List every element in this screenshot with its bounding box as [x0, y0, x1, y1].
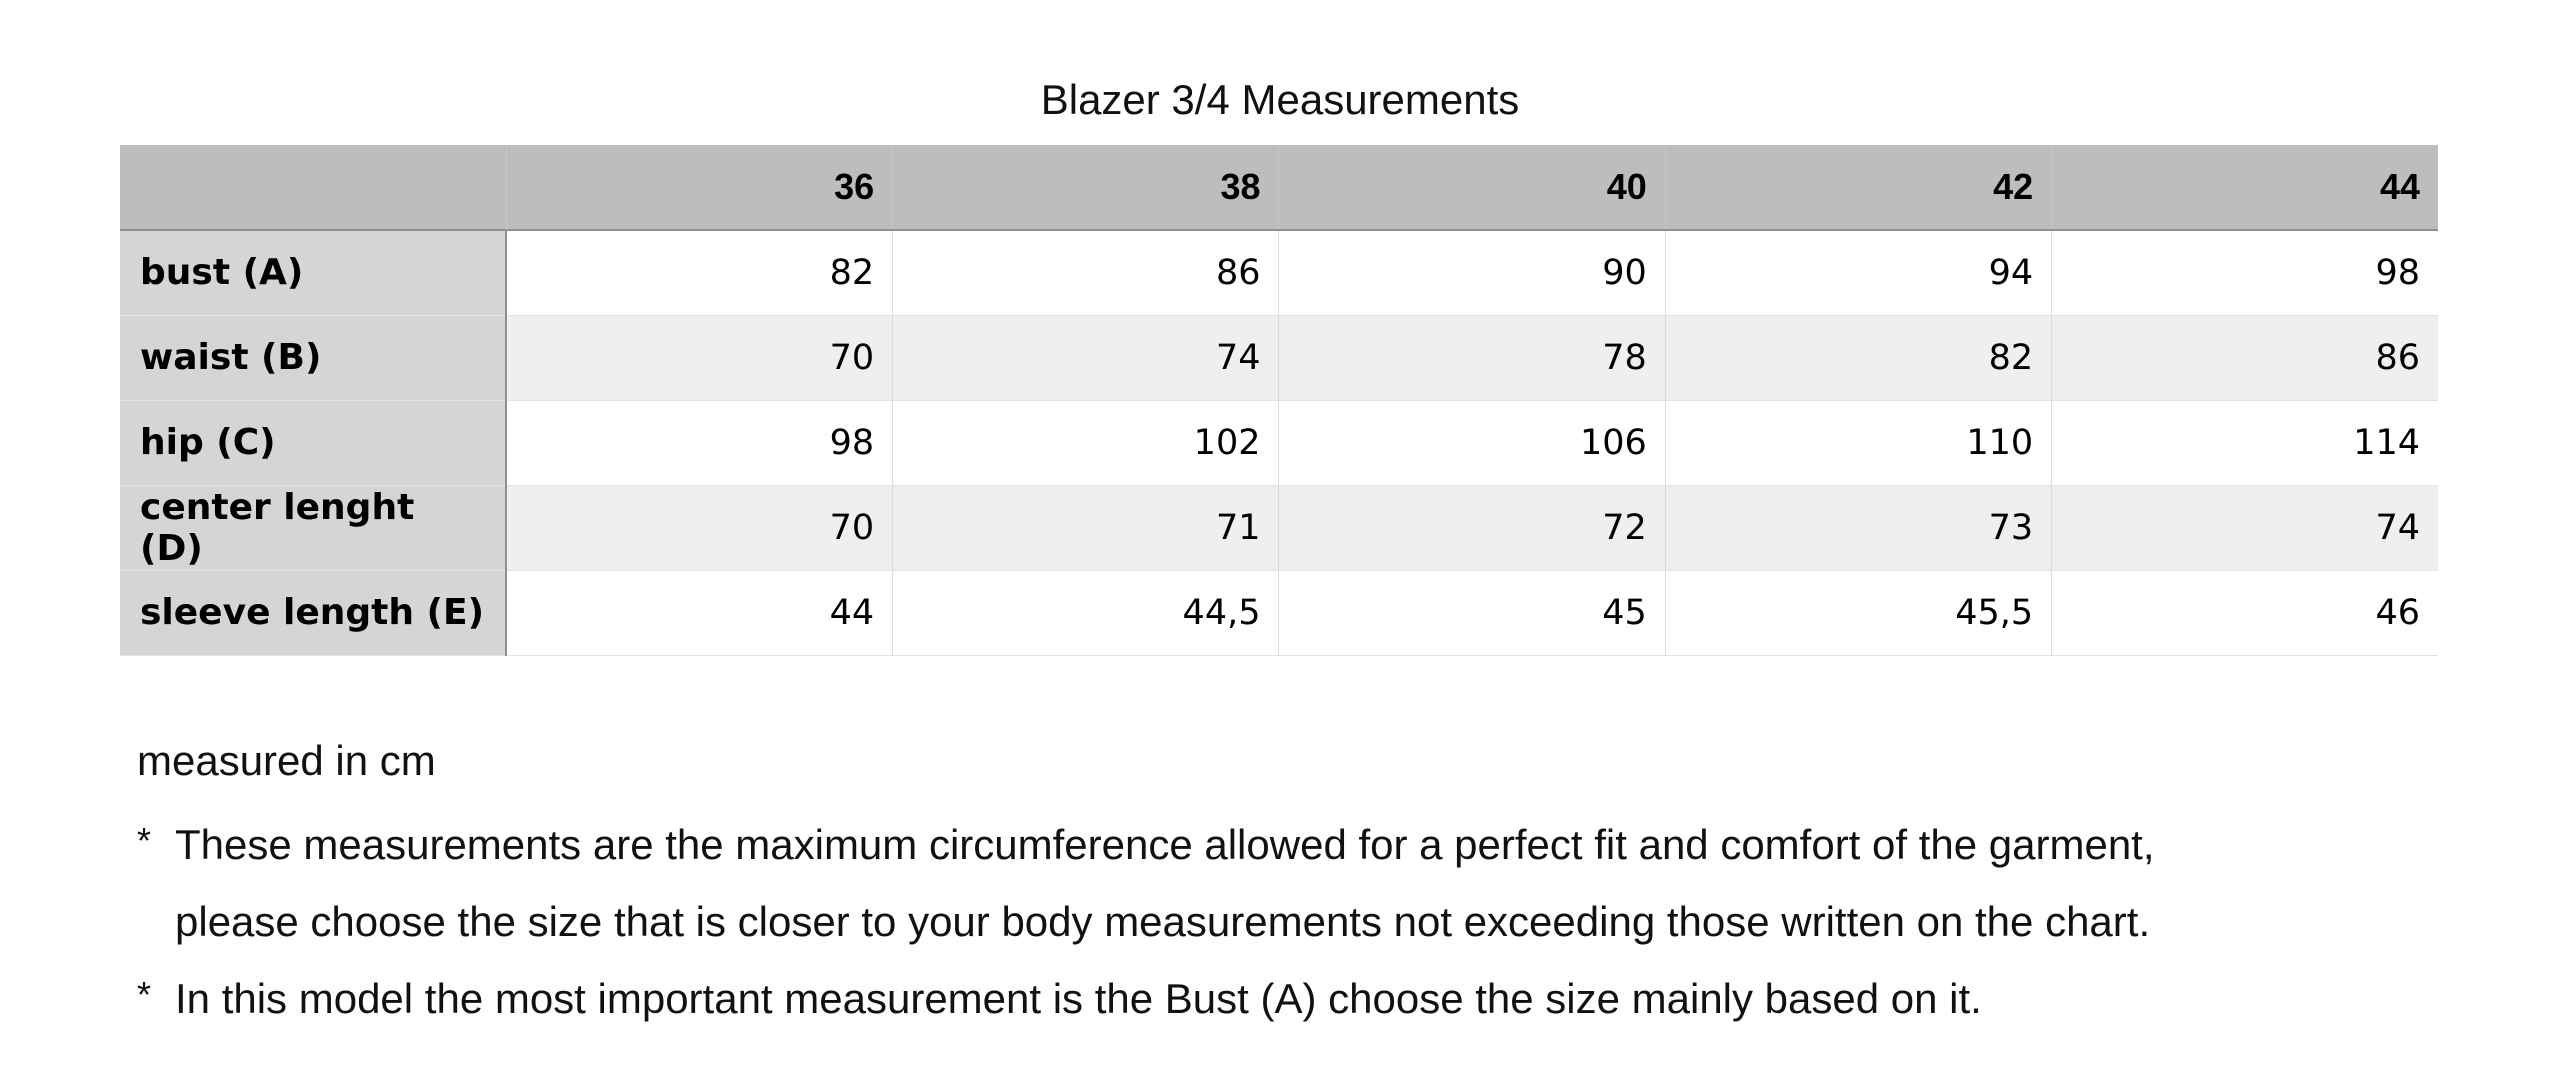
size-header-36: 36 [506, 145, 892, 230]
table-cell: 102 [893, 400, 1279, 485]
table-cell: 72 [1279, 485, 1665, 570]
size-header-38: 38 [893, 145, 1279, 230]
table-cell: 74 [2052, 485, 2438, 570]
notes-section [137, 732, 2497, 1037]
note-item-1-line-2 [137, 883, 2497, 960]
size-header-44: 44 [2052, 145, 2438, 230]
row-label-sleeve-length: sleeve length (E) [120, 570, 506, 655]
row-label-center-length: center lenght (D) [120, 485, 506, 570]
table-cell: 44,5 [893, 570, 1279, 655]
note-text: In this model the most important measurement is the Bust (A) choose the size mainly based on it. [175, 975, 1982, 1022]
header-corner-cell [120, 145, 506, 230]
table-cell: 71 [893, 485, 1279, 570]
table-cell: 73 [1665, 485, 2051, 570]
row-label-bust: bust (A) [120, 230, 506, 315]
table-cell: 86 [2052, 315, 2438, 400]
table-row-sleeve-length [120, 570, 2438, 655]
row-label-hip: hip (C) [120, 400, 506, 485]
table-cell: 114 [2052, 400, 2438, 485]
table-cell: 70 [506, 485, 892, 570]
table-cell: 45 [1279, 570, 1665, 655]
size-header-row [120, 145, 2438, 230]
table-cell: 94 [1665, 230, 2051, 315]
table-cell: 44 [506, 570, 892, 655]
table-cell: 90 [1279, 230, 1665, 315]
size-header-42: 42 [1665, 145, 2051, 230]
note-text: please choose the size that is closer to your body measurements not exceeding those written on the chart. [175, 898, 2151, 945]
table-cell: 45,5 [1665, 570, 2051, 655]
page-title: Blazer 3/4 Measurements [1040, 76, 1520, 123]
table-cell: 82 [1665, 315, 2051, 400]
table-cell: 110 [1665, 400, 2051, 485]
table-cell: 98 [506, 400, 892, 485]
table-cell: 70 [506, 315, 892, 400]
table-cell: 106 [1279, 400, 1665, 485]
table-cell: 78 [1279, 315, 1665, 400]
note-text: These measurements are the maximum circumference allowed for a perfect fit and comfort of the garment, [175, 821, 2155, 868]
table-cell: 74 [893, 315, 1279, 400]
unit-note: measured in cm [137, 737, 436, 784]
table-cell: 46 [2052, 570, 2438, 655]
asterisk-icon: * [137, 974, 152, 1015]
table-row-center-length [120, 485, 2438, 570]
table-cell: 98 [2052, 230, 2438, 315]
table-row-waist [120, 315, 2438, 400]
note-item-1-line-1 [137, 806, 2497, 883]
table-cell: 82 [506, 230, 892, 315]
size-header-40: 40 [1279, 145, 1665, 230]
row-label-waist: waist (B) [120, 315, 506, 400]
asterisk-icon: * [137, 820, 152, 861]
table-cell: 86 [893, 230, 1279, 315]
table-row-hip [120, 400, 2438, 485]
note-item-2-line-1 [137, 960, 2497, 1037]
table-row-bust [120, 230, 2438, 315]
size-table [120, 145, 2438, 656]
